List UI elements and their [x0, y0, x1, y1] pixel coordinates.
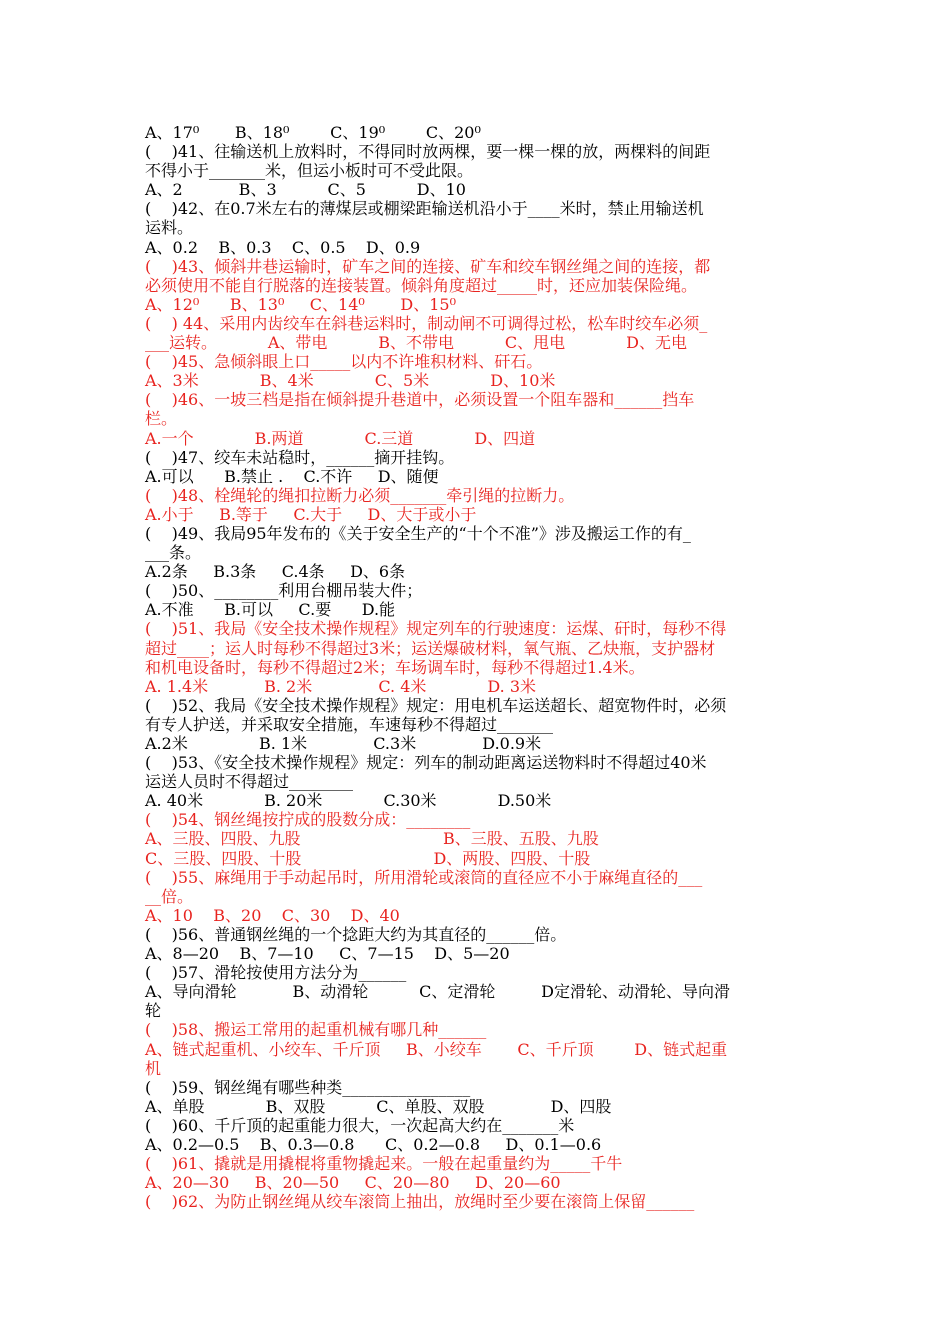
text-line: __倍。	[145, 886, 194, 906]
text-line: A.一个 B.两道 C.三道 D、四道	[145, 428, 536, 448]
text-line: A、10 B、20 C、30 D、40	[145, 905, 400, 925]
text-line: ( )60、千斤顶的起重能力很大，一次起高大约在_______米	[145, 1115, 575, 1135]
text-line: ( )46、一坡三档是指在倾斜提升巷道中，必须设置一个阻车器和______挡车	[145, 390, 695, 410]
text-line: A、导向滑轮 B、动滑轮 C、定滑轮 D定滑轮、动滑轮、导向滑	[145, 982, 730, 1002]
text-line: 机	[145, 1058, 162, 1078]
text-line: ( )41、往输送机上放料时，不得同时放两棵，要一棵一棵的放，两棵料的间距	[145, 142, 711, 162]
text-line: ( )49、我局95年发布的《关于安全生产的“十个不准”》涉及搬运工作的有_	[145, 523, 691, 543]
text-line: ( )48、栓绳轮的绳扣拉断力必须_______牵引绳的拉断力。	[145, 485, 575, 505]
text-line: ( )45、急倾斜眼上口_____以内不许堆积材料、矸石。	[145, 352, 543, 372]
text-line: C、三股、四股、十股 D、两股、四股、十股	[145, 848, 591, 868]
text-line: A.2条 B.3条 C.4条 D、6条	[145, 562, 406, 582]
text-line: A、单股 B、双股 C、单股、双股 D、四股	[145, 1096, 612, 1116]
text-line: ( )59、钢丝绳有哪些种类________________	[145, 1077, 471, 1097]
text-line: ( )54、钢丝绳按拧成的股数分成：________	[145, 810, 471, 830]
text-line: A、3米 B、4米 C、5米 D、10米	[145, 371, 556, 391]
text-line: A、链式起重机、小绞车、千斤顶 B、小绞车 C、千斤顶 D、链式起重	[145, 1039, 728, 1059]
text-line: ( )61、撬就是用撬棍将重物撬起来。一般在起重量约为_____千牛	[145, 1154, 623, 1174]
text-line: ( )58、搬运工常用的起重机械有哪几种______	[145, 1020, 487, 1040]
text-line: 和机电设备时，每秒不得超过2米；车场调车时，每秒不得超过1.4米。	[145, 657, 645, 677]
text-line: ( )42、在0.7米左右的薄煤层或棚梁距输送机沿小于____米时，禁止用输送机	[145, 199, 704, 219]
text-line: A.小于 B.等于 C.大于 D、大于或小于	[145, 504, 477, 524]
text-line: A.不准 B.可以 C.要 D.能	[145, 600, 396, 620]
text-line: A、20—30 B、20—50 C、20—80 D、20—60	[145, 1173, 561, 1193]
text-line: ( )57、滑轮按使用方法分为______	[145, 963, 407, 983]
text-line: ( )52、我局《安全技术操作规程》规定：用电机车运送超长、超宽物件时，必须	[145, 695, 727, 715]
text-line: 有专人护送，并采取安全措施，车速每秒不得超过_______	[145, 714, 554, 734]
text-line: 轮	[145, 1001, 162, 1021]
text-line: 不得小于_______米，但运小板时可不受此限。	[145, 161, 474, 181]
text-line: ( )43、倾斜井巷运输时，矿车之间的连接、矿车和绞车钢丝绳之间的连接，都	[145, 256, 711, 276]
question-list	[145, 123, 810, 1211]
text-line: A. 1.4米 B. 2米 C. 4米 D. 3米	[145, 676, 537, 696]
text-line: 超过____；运人时每秒不得超过3米；运送爆破材料，氧气瓶、乙炔瓶，支护器材	[145, 638, 716, 658]
text-line: A.可以 B.禁止 . C.不许 D、随便	[145, 466, 439, 486]
text-line: ( )62、为防止钢丝绳从绞车滚筒上抽出，放绳时至少要在滚筒上保留______	[145, 1192, 695, 1212]
text-line: A、12⁰ B、13⁰ C、14⁰ D、15⁰	[145, 294, 457, 314]
text-line: ( )55、麻绳用于手动起吊时，所用滑轮或滚筒的直径应不小于麻绳直径的___	[145, 867, 703, 887]
text-line: ( )47、绞车未站稳时，______摘开挂钩。	[145, 447, 455, 467]
text-line: ( )51、我局《安全技术操作规程》规定列车的行驶速度：运煤、矸时，每秒不得	[145, 619, 727, 639]
text-line: ( )53、《安全技术操作规程》规定：列车的制动距离运送物料时不得超过40米	[145, 753, 707, 773]
text-line: 栏。	[145, 409, 178, 429]
text-line: 运送人员时不得超过________	[145, 772, 354, 792]
text-line: ( )56、普通钢丝绳的一个捻距大约为其直径的______倍。	[145, 924, 567, 944]
text-line: ( ) 44、采用内齿绞车在斜巷运料时，制动闸不可调得过松，松车时绞车必须_	[145, 313, 708, 333]
text-line: A、8—20 B、7—10 C、7—15 D、5—20	[145, 944, 510, 964]
text-line: A、0.2 B、0.3 C、0.5 D、0.9	[145, 237, 421, 257]
text-line: A、0.2—0.5 B、0.3—0.8 C、0.2—0.8 D、0.1—0.6	[145, 1134, 602, 1154]
text-line: A、2 B、3 C、5 D、10	[145, 180, 466, 200]
text-line: 运料。	[145, 218, 194, 238]
text-line: 必须使用不能自行脱落的连接装置。倾斜角度超过_____时，还应加装保险绳。	[145, 275, 698, 295]
text-line: A.2米 B. 1米 C.3米 D.0.9米	[145, 734, 542, 753]
text-line: A、三股、四股、九股 B、三股、五股、九股	[145, 829, 599, 849]
text-line: A、17⁰ B、18⁰ C、19⁰ C、20⁰	[145, 123, 481, 142]
text-line: A. 40米 B. 20米 C.30米 D.50米	[145, 791, 552, 811]
text-line: ( )50、________利用台棚吊装大件；	[145, 581, 423, 601]
text-line: ___运转。 A、带电 B、不带电 C、甩电 D、无电	[145, 333, 687, 353]
text-line: ___条。	[145, 543, 202, 563]
